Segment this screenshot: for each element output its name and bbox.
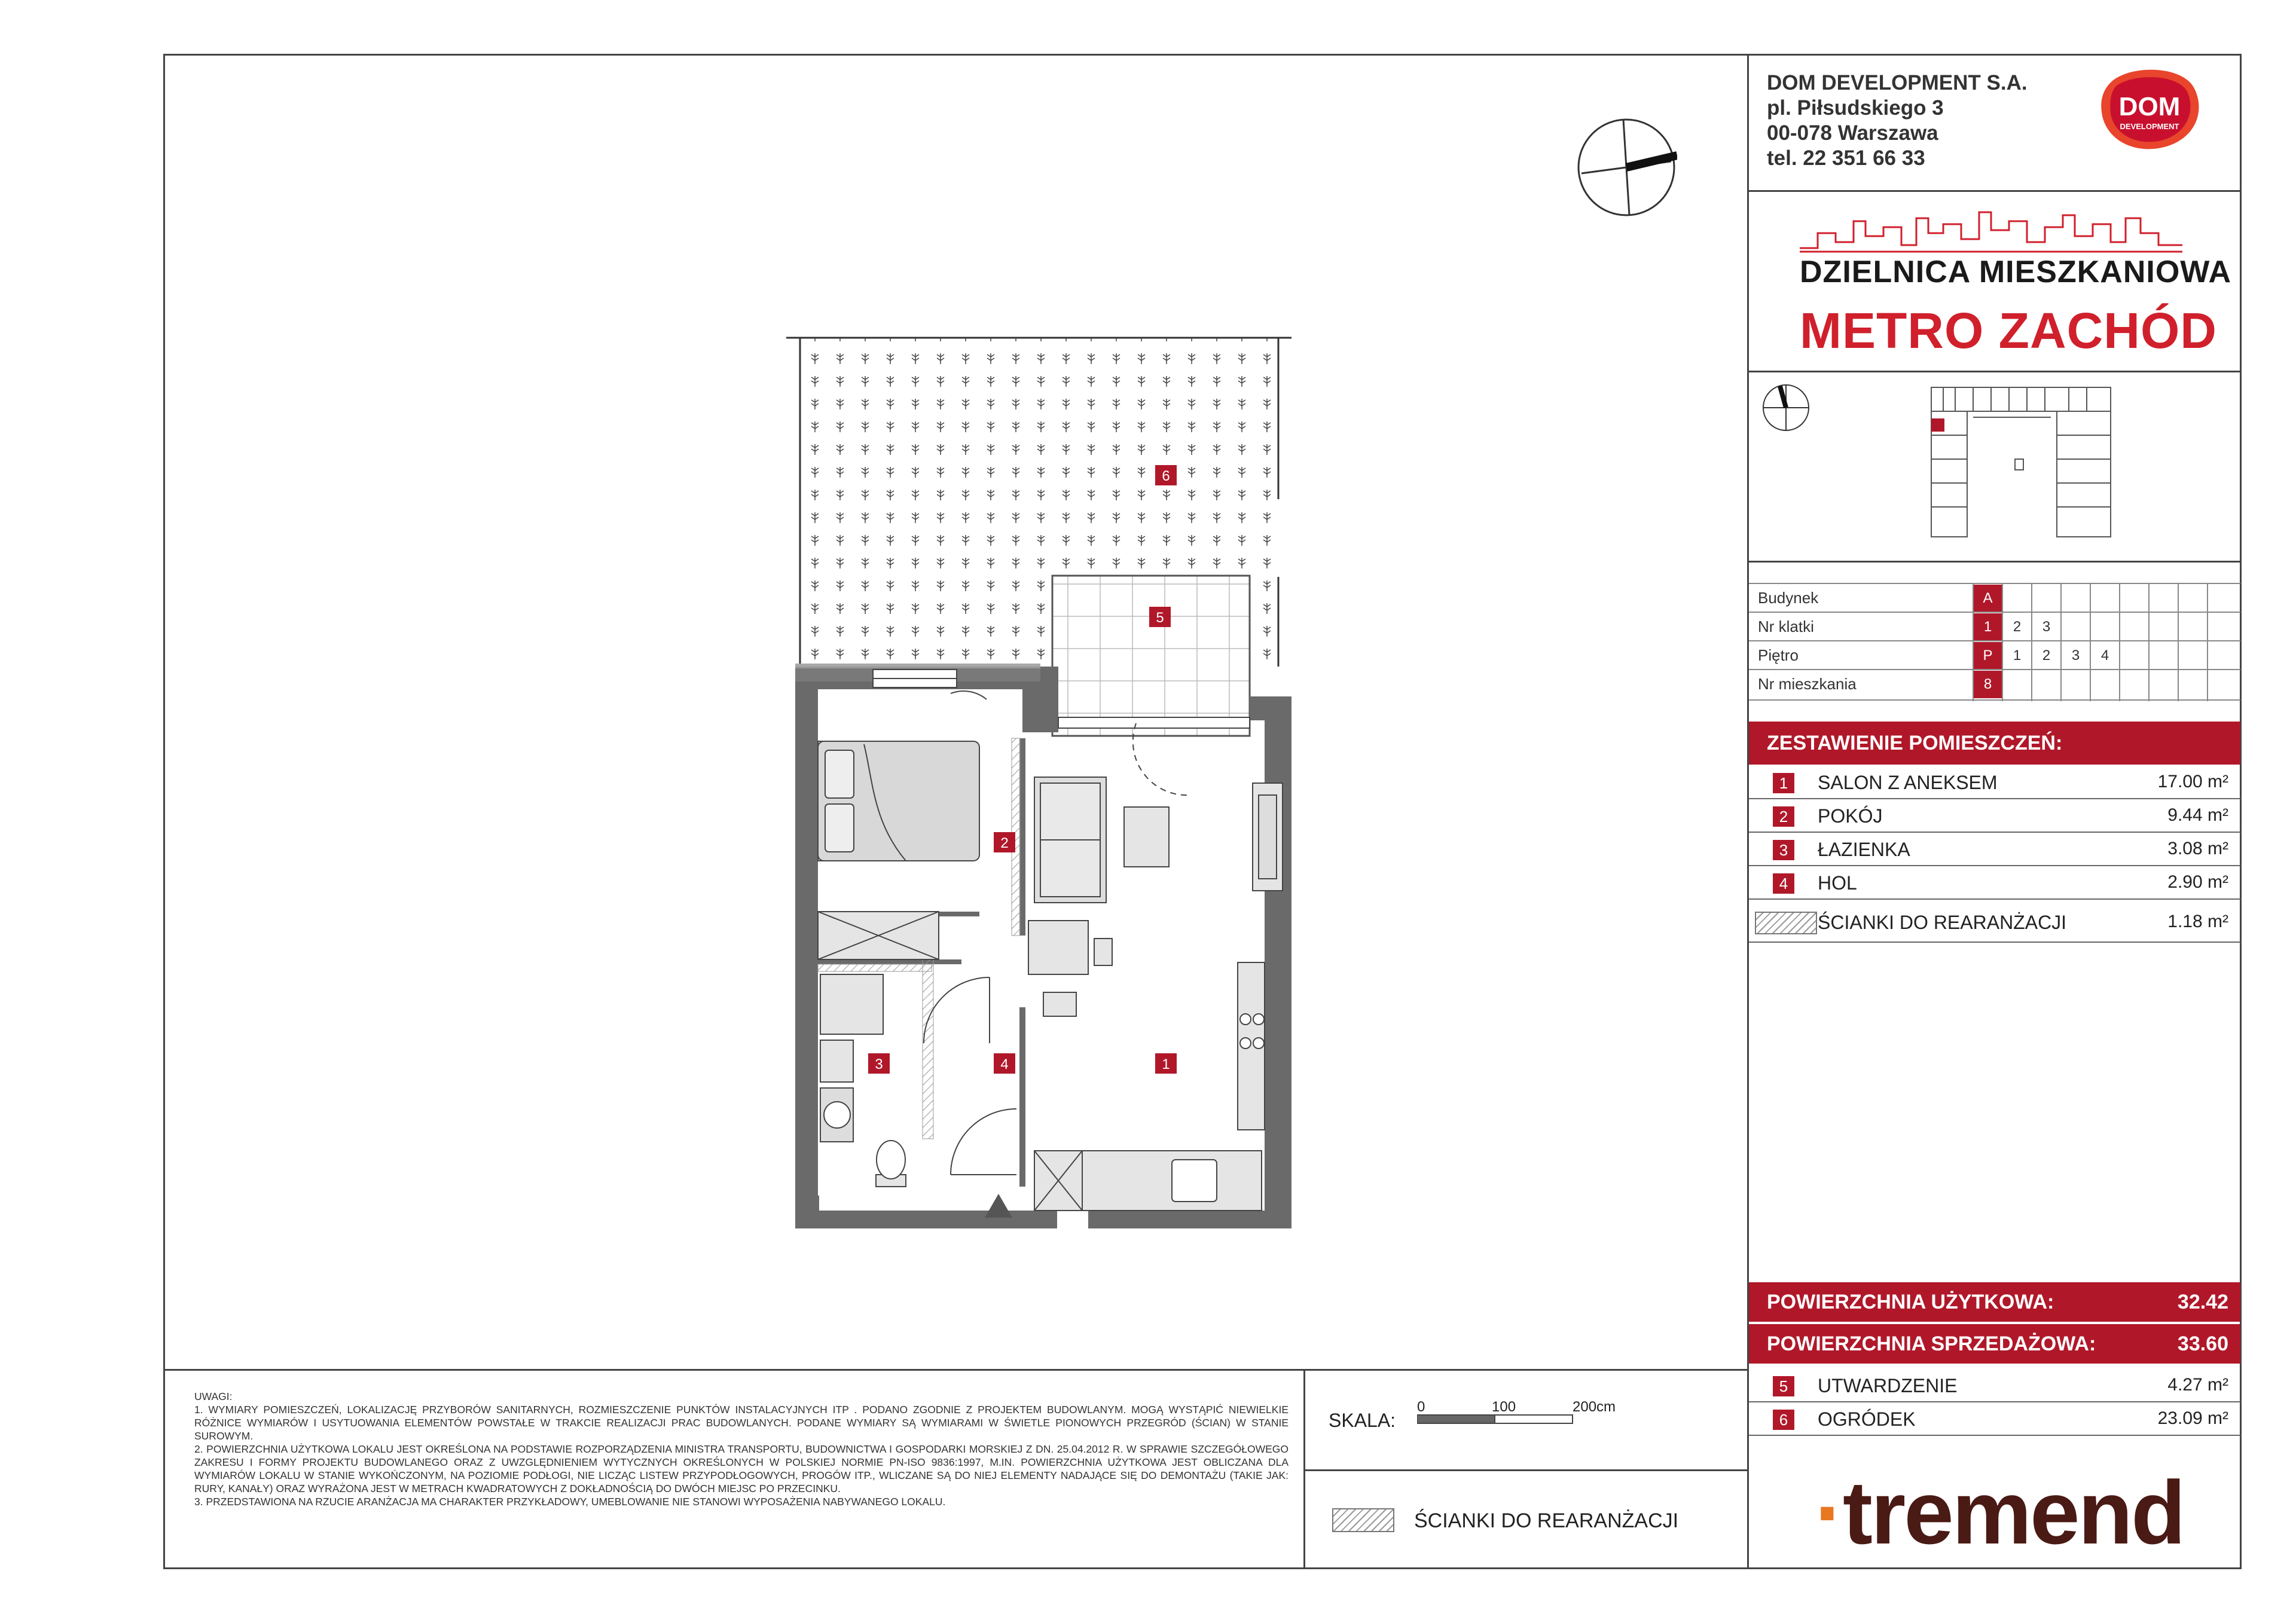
grid-cell-pietro-1: 1	[2013, 647, 2022, 664]
logo-text-dom: DOM	[2118, 92, 2181, 121]
extra-name: UTWARDZENIE	[1818, 1375, 1958, 1396]
rooms-summary-title: ZESTAWIENIE POMIESZCZEŃ:	[1749, 722, 2240, 765]
plan-label-2: 2	[1000, 835, 1009, 851]
sale-area-label: POWIERZCHNIA SPRZEDAŻOWA:	[1767, 1332, 2096, 1355]
extra-area: 4.27 m²	[2167, 1375, 2228, 1395]
company-name: DOM DEVELOPMENT S.A.	[1767, 71, 2028, 94]
company-phone: tel. 22 351 66 33	[1767, 146, 1925, 170]
company-street: pl. Piłsudskiego 3	[1767, 96, 1944, 120]
room-row	[1749, 766, 2240, 799]
company-address	[1767, 71, 2028, 171]
grid-label-klatka: Nr klatki	[1758, 618, 1814, 635]
plan-label-3: 3	[875, 1056, 883, 1072]
compass-icon	[1576, 117, 1677, 218]
room-name: ŁAZIENKA	[1818, 839, 1910, 860]
company-city: 00-078 Warszawa	[1767, 121, 1938, 145]
location-grid-lines	[1749, 583, 2240, 701]
room-row	[1749, 866, 2240, 900]
grid-label-pietro: Piętro	[1758, 646, 1799, 664]
grid-cell-pietro-3: 3	[2071, 647, 2080, 664]
notes-item: 2. POWIERZCHNIA UŻYTKOWA LOKALU JEST OKREŚLONA NA PODSTAWIE ROZPORZĄDZENIA MINISTRA TRANSPORTU, BUDOWNICTWA I GOSPODARKI MORSKIEJ Z DN. 25.04.2012 R. W SPRAWIE SZCZEGÓŁOWEGO ZAKRESU I FORMY PROJEKTU BUDOWLANEGO ORAZ Z UWZGLĘDNIENIEM WYTYCZNYCH OKREŚLONYCH W POLSKIEJ NORMIE PN-ISO 9836:1997, M.IN. POWIERZCHNIA UŻYTKOWA JEST OBLICZANA DLA WYMIARÓW LOKALU W STANIE WYKOŃCZONYM, NA POZIOMIE PODŁOGI, NIE LICZĄC LISTEW PRZYPODŁOGOWYCH, PROGÓW ITP., WLICZANE SĄ DO NIEJ ELEMENTY NADAJĄCE SIĘ DO DEMONTAŻU (TAKIE JAK: RURY, KANAŁY) ORAZ WYRAŻONA JEST W METRACH KWADRATOWYCH Z DOKŁADNOŚCIĄ DO DWÓCH MIEJSC PO PRZECINKU.	[194, 1443, 1289, 1494]
logo-text-development: DEVELOPMENT	[2120, 122, 2179, 131]
extra-area: 23.09 m²	[2157, 1408, 2228, 1428]
partitions-hatch-swatch	[1755, 912, 1817, 934]
room-area: 9.44 m²	[2167, 805, 2228, 825]
grid-label-mieszkanie: Nr mieszkania	[1758, 675, 1857, 693]
scale-label: SKALA:	[1329, 1410, 1396, 1431]
room-number: 1	[1773, 773, 1794, 793]
panel-sep-3	[1747, 561, 2242, 563]
plan-label-5: 5	[1156, 610, 1164, 626]
skyline-graphic	[1800, 200, 2182, 254]
project-line1: DZIELNICA MIESZKANIOWA	[1800, 255, 2232, 289]
room-name: POKÓJ	[1818, 805, 1883, 827]
grid-cell-budynek-a: A	[1973, 585, 2002, 612]
building-key-plan	[1919, 381, 2123, 543]
room-number: 2	[1773, 806, 1794, 827]
room-number: 4	[1773, 873, 1794, 894]
tremend-logo	[1815, 1462, 2184, 1563]
partitions-row	[1749, 900, 2240, 943]
usable-area-value: 32.42	[2177, 1291, 2228, 1313]
scale-tick-200: 200cm	[1573, 1399, 1616, 1415]
grid-cell-pietro-p: P	[1973, 642, 2002, 670]
panel-sep-2	[1747, 371, 2242, 372]
floor-plan	[777, 326, 1315, 1228]
extra-row	[1749, 1402, 2240, 1436]
notes-heading: UWAGI:	[194, 1390, 233, 1402]
panel-sep-1	[1747, 190, 2242, 192]
sale-area-value: 33.60	[2177, 1332, 2228, 1355]
scale-tick-100: 100	[1492, 1399, 1516, 1415]
grid-cell-pietro-2: 2	[2042, 647, 2051, 664]
partitions-label: ŚCIANKI DO REARANŻACJI	[1818, 912, 2067, 933]
room-name: SALON Z ANEKSEM	[1818, 772, 1998, 793]
project-line2: METRO ZACHÓD	[1800, 302, 2217, 359]
tremend-logo-dot: ·	[1815, 1462, 1843, 1563]
dom-development-logo	[2093, 65, 2206, 154]
partitions-area: 1.18 m²	[2167, 912, 2228, 931]
grid-cell-klatka-2: 2	[2013, 619, 2022, 635]
keyplan-compass-icon	[1761, 383, 1812, 433]
grid-cell-pietro-4: 4	[2100, 647, 2109, 664]
entrance-arrow-icon	[984, 1193, 1013, 1219]
extra-number: 5	[1773, 1376, 1794, 1396]
scale-legend-divider	[1303, 1469, 1749, 1471]
tremend-logo-text: tremend	[1842, 1462, 2184, 1563]
usable-area-bar	[1749, 1282, 2240, 1322]
room-name: HOL	[1818, 872, 1857, 894]
notes-block	[194, 1390, 1289, 1508]
grid-label-budynek: Budynek	[1758, 589, 1819, 607]
legend-partitions-label: ŚCIANKI DO REARANŻACJI	[1414, 1509, 1679, 1532]
usable-area-label: POWIERZCHNIA UŻYTKOWA:	[1767, 1291, 2054, 1313]
notes-divider	[163, 1369, 1749, 1371]
scale-tick-0: 0	[1417, 1399, 1425, 1415]
legend-hatch-swatch	[1332, 1508, 1394, 1532]
plan-label-6: 6	[1162, 468, 1170, 484]
plan-label-4: 4	[1000, 1056, 1009, 1072]
room-number: 3	[1773, 840, 1794, 860]
room-row	[1749, 799, 2240, 833]
scale-bar	[1417, 1414, 1584, 1426]
extra-number: 6	[1773, 1410, 1794, 1430]
terrace-area	[1052, 576, 1250, 736]
room-area: 2.90 m²	[2167, 872, 2228, 892]
room-area: 17.00 m²	[2157, 772, 2228, 791]
notes-item: 1. WYMIARY POMIESZCZEŃ, LOKALIZACJĘ PRZYBORÓW SANITARNYCH, ROZMIESZCZENIE PUNKTÓW INSTALACYJNYCH ITP . PODANO ZGODNIE Z PROJEKTEM BUDOWLANYM. MOGĄ WYSTĄPIĆ NIEWIELKIE RÓŻNICE WYMIARÓW I USYTUOWANIA ELEMENTÓW POWSTAŁE W TRAKCIE REALIZACJI PRAC BUDOWLANYCH. PODANE WYMIARY SĄ WYMIARAMI W ŚWIETLE PIONOWYCH PRZEGRÓD (ŚCIAN) W STANIE SUROWYM.	[194, 1404, 1289, 1442]
notes-item: 3. PRZEDSTAWIONA NA RZUCIE ARANŻACJA MA CHARAKTER PRZYKŁADOWY, UMEBLOWANIE NIE STANOWI WYPOSAŻENIA NABYWANEGO LOKALU.	[194, 1496, 946, 1508]
grid-cell-klatka-1: 1	[1973, 613, 2002, 641]
plan-label-1: 1	[1162, 1056, 1170, 1072]
sale-area-bar	[1749, 1324, 2240, 1364]
room-row	[1749, 833, 2240, 866]
extra-name: OGRÓDEK	[1818, 1408, 1916, 1430]
extra-row	[1749, 1369, 2240, 1402]
grid-cell-klatka-3: 3	[2042, 619, 2051, 635]
grid-cell-mieszkanie-8: 8	[1973, 671, 2002, 698]
room-area: 3.08 m²	[2167, 839, 2228, 858]
